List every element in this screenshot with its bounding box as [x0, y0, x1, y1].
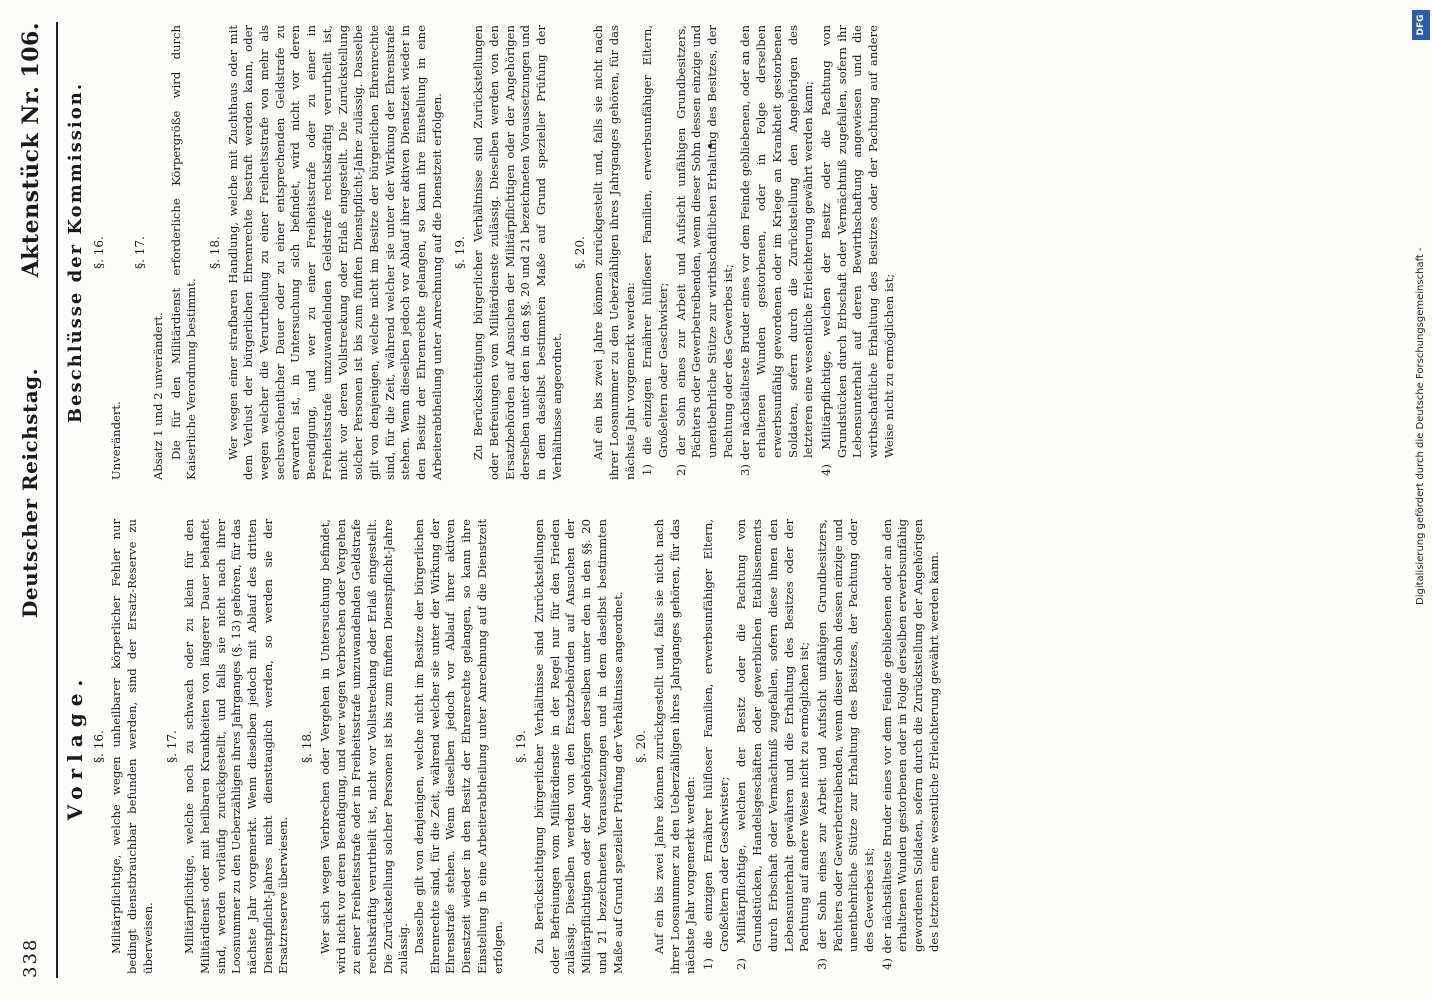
column-title-beschluesse: Beschlüsse der Kommission. — [65, 81, 86, 424]
list-item: 3) der Sohn eines zur Arbeit und Aufsicht unfähigen Grundbesitzers, Pächters oder Gewerbetreibenden, wenn dieser Sohn dessen einzige und unentbehrliche Stütze zur Erhaltung des Besitzes, der Pachtung oder des Gewerbes ist; — [814, 519, 877, 970]
dfg-logo-text: DFG — [1416, 14, 1426, 36]
section-text: Absatz 1 und 2 unverändert. — [150, 312, 165, 480]
page-number: 338 — [20, 937, 41, 978]
section-heading: §. 19. — [453, 236, 468, 269]
document-number: Aktenstück Nr. 106. — [18, 22, 44, 278]
section-heading: §. 18. — [207, 236, 222, 269]
list-item: 2) der Sohn eines zur Arbeit und Aufsicht unfähigen Grundbesitzers, Pächters oder Gewerbetreibenden, wenn dieser Sohn dessen einzige und unentbehrliche Stütze zur wirthschaftlichen Erhaltung des Besitzes, der Pachtung oder des Gewerbes ist; — [673, 25, 735, 476]
section-heading: §. 16. — [91, 236, 106, 269]
list-item: 2) Militärpflichtige, welchen der Besitz oder die Pachtung von Grundstücken, Handelsgeschäften oder gewerblichen Etablissements durch Erbschaft oder Vermächtniß zugefallen, sofern diese ihnen den Lebensunterhalt gewähren und die Erhaltung des Besitzes oder der Pachtung auf andere Weise nicht zu ermöglichen ist; — [734, 519, 812, 970]
list-item: 4) Militärpflichtige, welchen der Besitz oder die Pachtung von Grundstücken durch Erbschaft oder Vermächtniß zugefallen, sofern ihr Lebensunterhalt auf deren Bewirthschaftung angewiesen und die wirthschaftliche Erhaltung des Besitzes oder der Pachtung auf andere Weise nicht zu ermöglichen ist; — [818, 25, 896, 476]
column-vorlage — [63, 519, 943, 974]
column-title-vorlage: Vorlage. — [63, 672, 87, 821]
section-text: Militärpflichtige, welche noch zu schwach oder zu klein für den Militärdienst oder mit heilbaren Krankheiten von längerer Dauer behaftet sind, werden vorläufig zurückgestellt, und falls sie nicht nach ihrer Loosnummer zu den Ueberzähligen ihres Jahrganges (§. 13) gehören, für das nächste Jahr vorgemerkt. Wenn dieselben jedoch mit Ablauf des dritten Dienstpflicht-Jahres nicht diensttauglich werden, so werden sie der Ersatzreserve überwiesen. — [182, 519, 291, 974]
section-text: Auf ein bis zwei Jahre können zurückgestellt und, falls sie nicht nach ihrer Loosnummer zu den Ueberzähligen ihres Jahrganges gehören, für das nächste Jahr vorgemerkt werden: — [591, 25, 637, 480]
section-text: Auf ein bis zwei Jahre können zurückgestellt und, falls sie nicht nach ihrer Loosnummer zu den Ueberzähligen ihres Jahrganges gehören, für das nächste Jahr vorgemerkt werden: — [651, 519, 698, 974]
list-item: 1) die einzigen Ernährer hülfloser Familien, erwerbsunfähiger Eltern, Großeltern oder Geschwister; — [701, 519, 731, 970]
section-heading: §. 17. — [164, 730, 179, 763]
section-heading: §. 20. — [573, 236, 588, 269]
section-text: Zu Berücksichtigung bürgerlicher Verhältnisse sind Zurückstellungen oder Befreiungen vom Militärdienste zulässig. Dieselben werden von den Ersatzbehörden auf Ansuchen der Militärpflichtigen oder der Angehörigen derselben unter den in den §§. 20 und 21 bezeichneten Voraussetzungen und in dem daselbst bestimmten Maße auf Grund spezieller Prüfung der Verhältnisse angeordnet. — [471, 25, 564, 480]
column-beschluesse — [65, 25, 897, 480]
digitization-credit — [1410, 0, 1432, 1000]
running-head — [14, 22, 58, 978]
section-text: Wer wegen einer strafbaren Handlung, welche mit Zuchthaus oder mit dem Verlust der bürgerlichen Ehrenrechte bestraft werden kann, oder wegen welcher die Verurtheilung zu einer Freiheitsstrafe von mehr als sechswöchentlicher Dauer oder zu einer entsprechenden Geldstrafe zu erwarten ist, in Untersuchung sich befindet, wird nicht vor deren Beendigung, und wer zu einer Freiheitsstrafe oder zu einer in Freiheitsstrafe umzuwandelnden Geldstrafe rechtskräftig verurtheilt ist, nicht vor deren Vollstreckung oder Erlaß eingestellt. Die Zurückstellung solcher Personen ist bis zum fünften Dienstpflicht-Jahre zulässig. Dasselbe gilt von denjenigen, welche nicht im Besitze der bürgerlichen Ehrenrechte sind, für die Zeit, während welcher sie unter der Wirkung der Ehrenstrafe stehen. Wenn dieselben jedoch vor Ablauf ihrer aktiven Dienstzeit wieder in den Besitz der Ehrenrechte gelangen, so kann ihre Einstellung in eine Arbeiterabtheilung unter Anrechnung auf die Dienstzeit erfolgen. — [225, 25, 444, 480]
list-item: 1) die einzigen Ernährer hülfloser Familien, erwerbsunfähiger Eltern, Großeltern oder Geschwister; — [640, 25, 670, 476]
header-rule — [56, 22, 58, 978]
section-heading: §. 19. — [514, 730, 529, 763]
section-text: Wer sich wegen Verbrechen oder Vergehen in Untersuchung befindet, wird nicht vor deren Beendigung, und wer wegen Verbrechen oder Vergehen zu einer Freiheitsstrafe oder in Freiheitsstrafe umzuwandelnden Geldstrafe rechtskräftig verurtheilt ist, nicht vor Vollstreckung oder Erlaß eingestellt. Die Zurückstellung solcher Personen ist bis zum fünften Dienstpflicht-Jahre zulässig. — [317, 519, 411, 974]
section-heading: §. 16. — [91, 730, 106, 763]
section-text: Dasselbe gilt von denjenigen, welche nicht im Besitze der bürgerlichen Ehrenrechte sind, für die Zeit, während welcher sie unter der Wirkung der Ehrenstrafe stehen. Wenn dieselben jedoch vor Ablauf ihrer aktiven Dienstzeit wieder in den Besitz der Ehrenrechte gelangen, so kann ihre Einstellung in eine Arbeiterabtheilung unter Anrechnung auf die Dienstzeit erfolgen. — [412, 519, 505, 974]
dfg-logo[interactable] — [1412, 10, 1430, 40]
section-text: Unverändert. — [109, 401, 124, 480]
section-text: Die für den Militärdienst erforderliche Körpergröße wird durch Kaiserliche Verordnung bestimmt. — [168, 25, 199, 480]
list-item: 4) der nächstälteste Bruder eines vor dem Feinde gebliebenen oder an den erhaltenen Wunden gestorbenen oder in Folge derselben erwerbsunfähig gewordenen Soldaten, sofern durch die Zurückstellung der Angehörigen des letzteren eine wesentliche Erleichterung gewährt werden kann. — [879, 519, 941, 970]
section-heading: §. 18. — [300, 730, 315, 763]
publication-title: Deutscher Reichstag. — [18, 367, 42, 618]
digitization-credit-text: Digitalisierung gefördert durch die Deutsche Forschungsgemeinschaft - — [1415, 247, 1426, 605]
section-text: Zu Berücksichtigung bürgerlicher Verhältnisse sind Zurückstellungen oder Befreiungen vom Militärdienste in der Regel nur für den Frieden zulässig. Dieselben werden von den Ersatzbehörden auf Ansuchen der Militärpflichtigen oder der Angehörigen derselben unter den in den §§. 20 und 21 bezeichneten Voraussetzungen und in dem daselbst bestimmten Maße auf Grund spezieller Prüfung der Verhältnisse angeordnet. — [531, 519, 625, 974]
section-text: Militärpflichtige, welche wegen unheilbarer körperlicher Fehler nur bedingt dienstbrauchbar befunden werden, sind der Ersatz-Reserve zu überweisen. — [109, 519, 155, 974]
list-item: 3) der nächstälteste Bruder eines vor dem Feinde gebliebenen, oder an den erhaltenen Wunden gestorbenen, oder in Folge derselben erwerbsunfähig gewordenen oder im Kriege an Krankheit gestorbenen Soldaten, sofern durch die Zurückstellung den Angehörigen des letzteren eine wesentliche Erleichterung gewährt werden kann; — [738, 25, 816, 476]
section-heading: §. 20. — [634, 730, 649, 763]
section-heading: §. 17. — [133, 236, 148, 269]
